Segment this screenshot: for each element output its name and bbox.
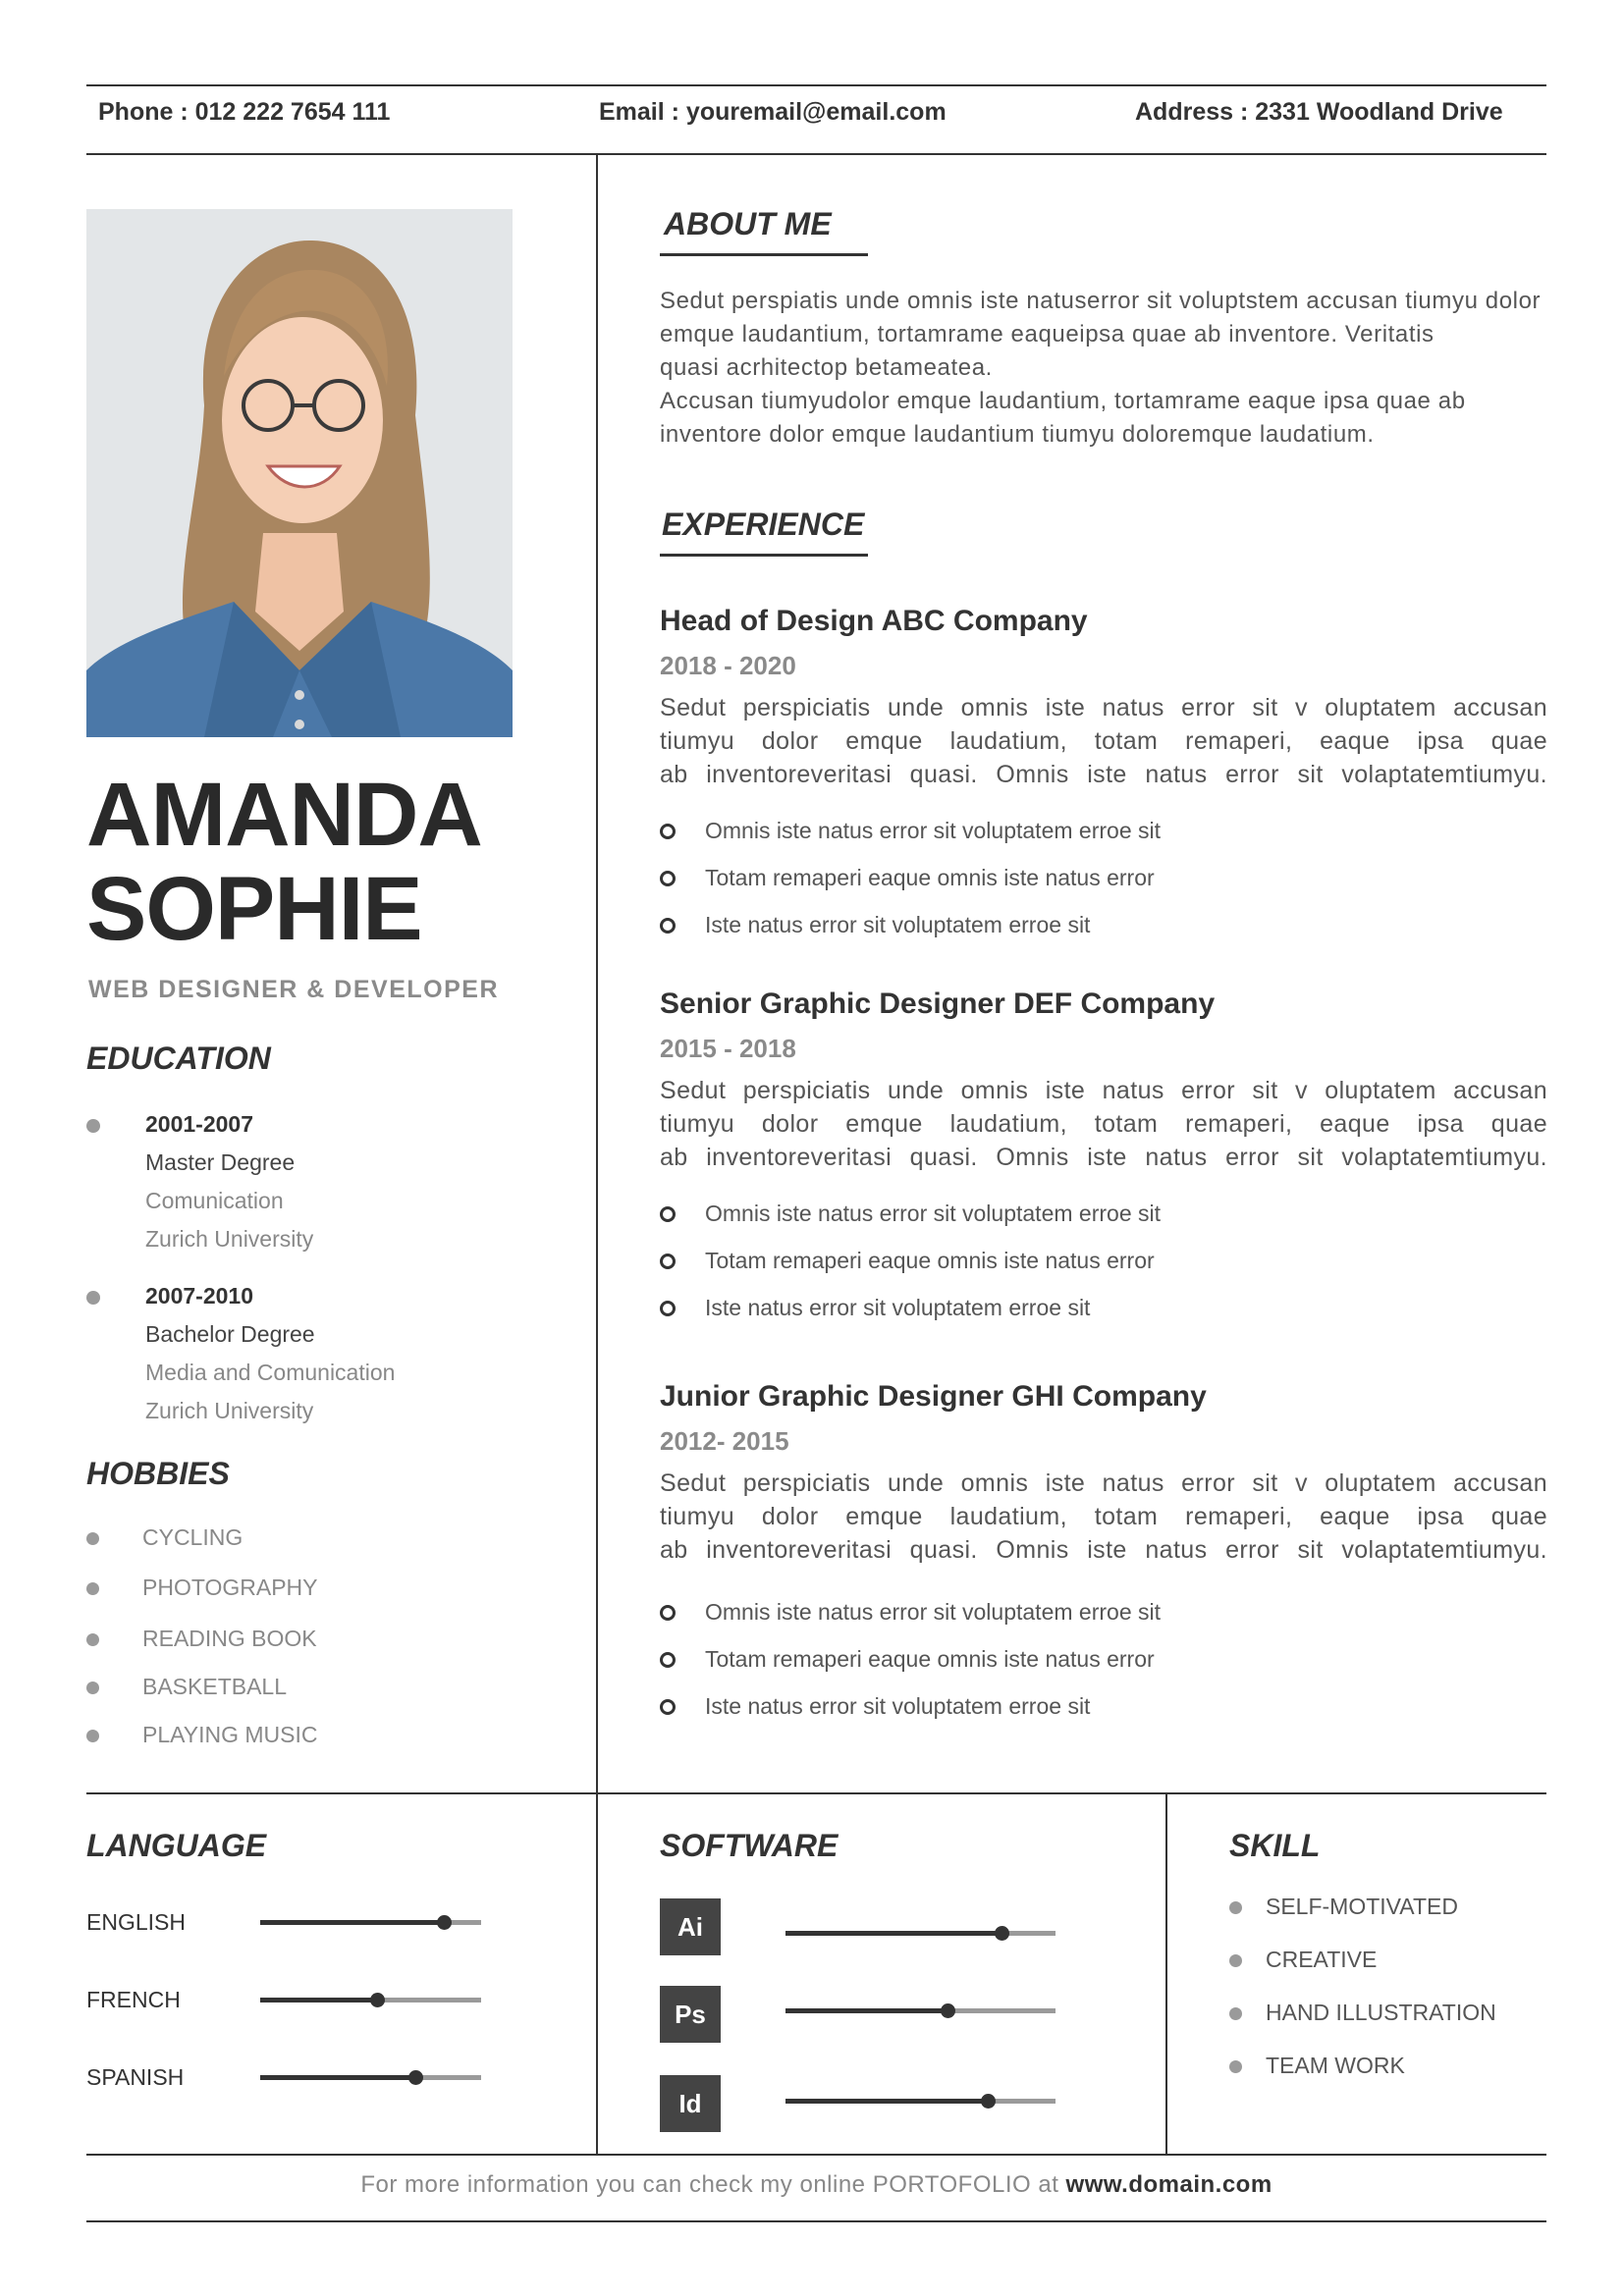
job-description-line: tiumyu dolor emque laudatium, totam remaperi, eaque ipsa quae [660, 727, 1547, 755]
language-level-bar [260, 2075, 481, 2080]
skill-item: HAND ILLUSTRATION [1266, 2000, 1496, 2025]
job-bullet-text: Totam remaperi eaque omnis iste natus error [705, 1248, 1155, 1273]
skill-item: CREATIVE [1266, 1947, 1378, 1972]
job-description-line: Sedut perspiciatis unde omnis iste natus error sit v oluptatem accusan [660, 694, 1547, 721]
job-bullet-text: Totam remaperi eaque omnis iste natus error [705, 865, 1155, 890]
language-name: SPANISH [86, 2064, 185, 2090]
education-field: Comunication [145, 1188, 284, 1213]
hobby-item: PHOTOGRAPHY [142, 1575, 318, 1600]
bullet-dot [86, 1582, 99, 1595]
job-description-line: ab inventoreveritasi quasi. Omnis iste natus error sit volaptatemtiumyu. [660, 761, 1547, 788]
job-description-line: ab inventoreveritasi quasi. Omnis iste natus error sit volaptatemtiumyu. [660, 1144, 1547, 1171]
job-description-line: Sedut perspiciatis unde omnis iste natus error sit v oluptatem accusan [660, 1077, 1547, 1104]
education-degree: Bachelor Degree [145, 1321, 315, 1347]
job-years: 2012- 2015 [660, 1426, 789, 1456]
circle-bullet-icon [660, 1301, 676, 1316]
circle-bullet-icon [660, 824, 676, 839]
job-years: 2015 - 2018 [660, 1034, 796, 1063]
job-bullet-text: Totam remaperi eaque omnis iste natus error [705, 1646, 1155, 1672]
bullet-dot [86, 1119, 100, 1133]
level-fill [785, 1931, 1001, 1936]
bottom-section-rule [86, 1792, 1546, 1794]
job-title: Senior Graphic Designer DEF Company [660, 988, 1216, 1020]
photoshop-icon: Ps [660, 1986, 721, 2043]
contact-phone: Phone : 012 222 7654 111 [98, 98, 391, 126]
about-line: inventore dolor emque laudantium tiumyu doloremque laudatium. [660, 421, 1375, 448]
job-description [660, 1467, 1547, 1567]
level-fill [260, 1920, 444, 1925]
contact-address: Address : 2331 Woodland Drive [1135, 98, 1503, 126]
education-school: Zurich University [145, 1398, 314, 1423]
level-knob [981, 2094, 996, 2109]
about-line: quasi acrhitectop betameatea. [660, 354, 993, 381]
hobby-item: CYCLING [142, 1524, 244, 1550]
about-line: emque laudantium, tortamrame eaqueipsa quae ab inventore. Veritatis [660, 321, 1435, 347]
job-description-line: tiumyu dolor emque laudatium, totam remaperi, eaque ipsa quae [660, 1503, 1547, 1530]
circle-bullet-icon [660, 1652, 676, 1668]
circle-bullet-icon [660, 1206, 676, 1222]
bullet-dot [1229, 1954, 1242, 1967]
column-divider [596, 154, 598, 1793]
education-years: 2001-2007 [145, 1111, 253, 1137]
level-knob [995, 1926, 1009, 1941]
job-role: WEB DESIGNER & DEVELOPER [88, 976, 499, 1003]
circle-bullet-icon [660, 918, 676, 934]
software-divider [596, 1793, 598, 2154]
portfolio-link[interactable]: www.domain.com [1065, 2171, 1272, 2198]
language-name: ENGLISH [86, 1909, 186, 1935]
first-name: AMANDA [86, 765, 482, 865]
contact-rule [86, 153, 1546, 155]
last-name: SOPHIE [86, 859, 422, 959]
level-knob [370, 1993, 385, 2007]
bullet-dot [86, 1682, 99, 1694]
bullet-dot [86, 1291, 100, 1305]
circle-bullet-icon [660, 1605, 676, 1621]
hobby-item: BASKETBALL [142, 1674, 288, 1699]
software-heading: SOFTWARE [660, 1828, 839, 1863]
level-knob [941, 2003, 955, 2018]
circle-bullet-icon [660, 1254, 676, 1269]
bullet-dot [86, 1730, 99, 1742]
circle-bullet-icon [660, 1699, 676, 1715]
software-level-bar [785, 1931, 1056, 1936]
experience-underline [660, 554, 868, 557]
language-level-bar [260, 1920, 481, 1925]
job-bullet-text: Iste natus error sit voluptatem erroe sit [705, 1693, 1091, 1719]
software-level-bar [785, 2008, 1056, 2013]
education-school: Zurich University [145, 1226, 314, 1252]
about-text [660, 285, 1547, 452]
language-heading: LANGUAGE [86, 1828, 267, 1863]
footer-top-rule [86, 2154, 1546, 2156]
job-description-line: tiumyu dolor emque laudatium, totam remaperi, eaque ipsa quae [660, 1110, 1547, 1138]
footer-note [86, 2171, 1546, 2199]
top-rule [86, 84, 1546, 86]
bullet-dot [86, 1532, 99, 1545]
bullet-dot [86, 1633, 99, 1646]
education-field: Media and Comunication [145, 1360, 396, 1385]
bullet-dot [1229, 2007, 1242, 2020]
about-line: Accusan tiumyudolor emque laudantium, tortamrame eaque ipsa quae ab [660, 388, 1466, 414]
about-underline [660, 253, 868, 256]
level-fill [260, 1998, 377, 2002]
bullet-dot [1229, 2060, 1242, 2073]
indesign-icon: Id [660, 2075, 721, 2132]
job-bullet-text: Iste natus error sit voluptatem erroe sit [705, 1295, 1091, 1320]
experience-heading: EXPERIENCE [662, 507, 865, 542]
language-name: FRENCH [86, 1987, 181, 2012]
hobby-item: READING BOOK [142, 1626, 317, 1651]
portrait-illustration [86, 209, 513, 737]
level-fill [785, 2099, 988, 2104]
skill-item: SELF-MOTIVATED [1266, 1894, 1458, 1919]
software-level-bar [785, 2099, 1056, 2104]
footer-bottom-rule [86, 2220, 1546, 2222]
about-heading: ABOUT ME [664, 206, 832, 241]
circle-bullet-icon [660, 871, 676, 886]
level-fill [785, 2008, 947, 2013]
skill-divider [1165, 1793, 1167, 2154]
job-title: Head of Design ABC Company [660, 605, 1088, 637]
education-heading: EDUCATION [86, 1041, 271, 1076]
job-title: Junior Graphic Designer GHI Company [660, 1380, 1207, 1413]
job-description [660, 691, 1547, 791]
level-fill [260, 2075, 415, 2080]
language-level-bar [260, 1998, 481, 2002]
skill-item: TEAM WORK [1266, 2053, 1405, 2078]
profile-photo [86, 209, 513, 737]
job-years: 2018 - 2020 [660, 651, 796, 680]
hobby-item: PLAYING MUSIC [142, 1722, 318, 1747]
contact-email: Email : youremail@email.com [599, 98, 947, 126]
illustrator-icon: Ai [660, 1898, 721, 1955]
job-bullet-text: Omnis iste natus error sit voluptatem erroe sit [705, 1599, 1161, 1625]
education-years: 2007-2010 [145, 1283, 253, 1308]
bullet-dot [1229, 1901, 1242, 1914]
job-bullet-text: Iste natus error sit voluptatem erroe sit [705, 912, 1091, 937]
skill-heading: SKILL [1229, 1828, 1321, 1863]
job-description [660, 1074, 1547, 1174]
job-description-line: Sedut perspiciatis unde omnis iste natus error sit v oluptatem accusan [660, 1469, 1547, 1497]
job-description-line: ab inventoreveritasi quasi. Omnis iste natus error sit volaptatemtiumyu. [660, 1536, 1547, 1564]
level-knob [437, 1915, 452, 1930]
hobbies-heading: HOBBIES [86, 1456, 230, 1491]
job-bullet-text: Omnis iste natus error sit voluptatem erroe sit [705, 818, 1161, 843]
footer-text: For more information you can check my online PORTOFOLIO at [360, 2171, 1066, 2198]
education-degree: Master Degree [145, 1149, 296, 1175]
level-knob [408, 2070, 423, 2085]
about-line: Sedut perspiatis unde omnis iste natuserror sit voluptstem accusan tiumyu dolor [660, 288, 1542, 314]
job-bullet-text: Omnis iste natus error sit voluptatem erroe sit [705, 1201, 1161, 1226]
